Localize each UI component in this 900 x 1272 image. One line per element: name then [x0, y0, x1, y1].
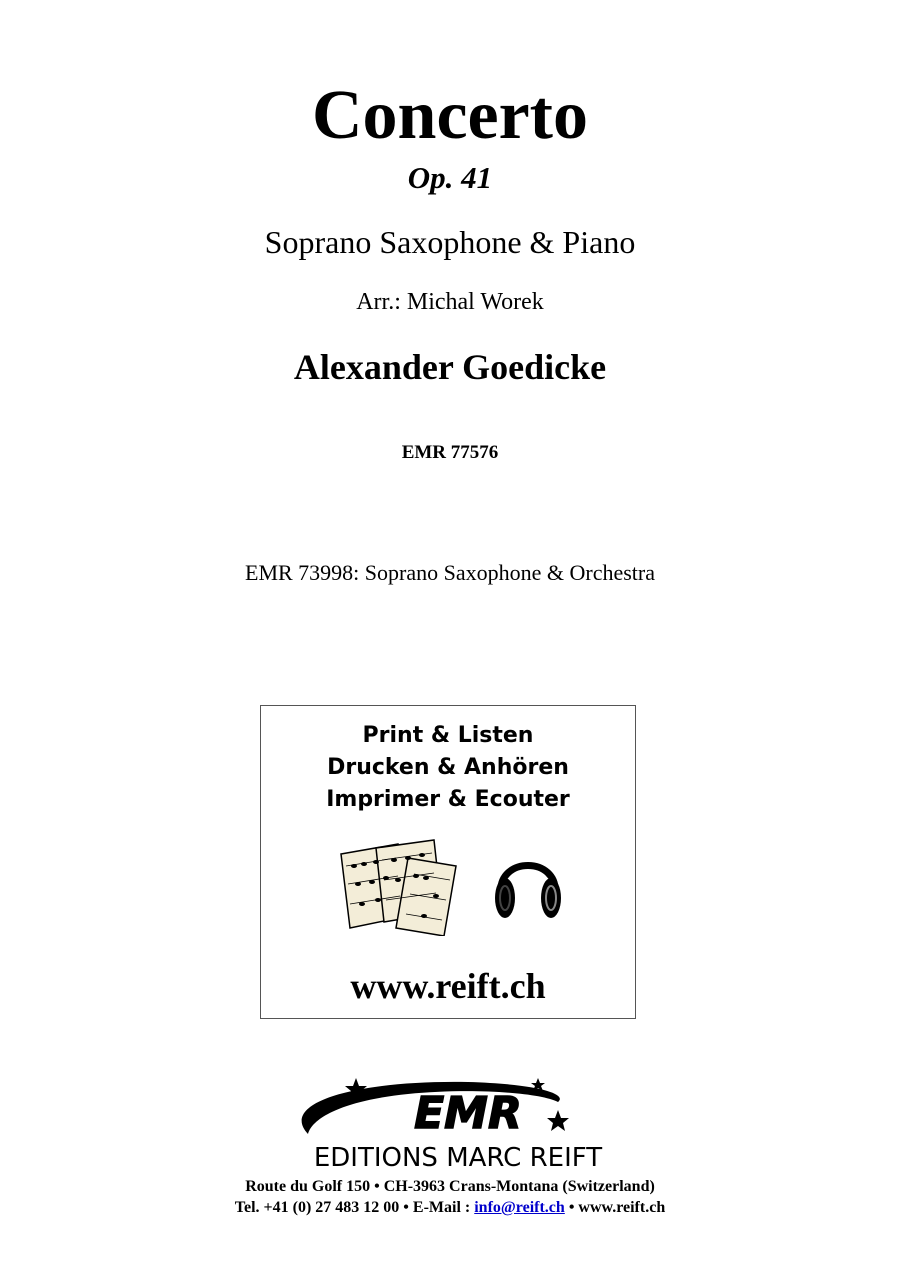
headphones-icon [493, 846, 563, 926]
email-link[interactable]: info@reift.ch [474, 1199, 565, 1216]
title: Concerto [311, 77, 588, 154]
promo-line-german: Drucken & Anhören [327, 755, 569, 780]
promo-website: www.reift.ch [350, 966, 546, 1006]
instrumentation: Soprano Saxophone & Piano [264, 224, 636, 260]
publisher-address: Route du Golf 150 • CH-3963 Crans-Montana (Switzerland) [245, 1178, 655, 1195]
composer: Alexander Goedicke [293, 347, 607, 387]
promo-line-french: Imprimer & Ecouter [326, 787, 570, 812]
logo-letters: EMR [414, 1088, 522, 1139]
opus-number: Op. 41 [407, 160, 493, 195]
contact-phone: Tel. +41 (0) 27 483 12 00 • E-Mail : [234, 1199, 475, 1216]
publisher-contact [0, 1197, 900, 1219]
emr-logo [238, 1072, 678, 1172]
sheet-music-icon [336, 836, 466, 936]
logo-name: EDITIONS MARC REIFT [313, 1143, 603, 1172]
print-listen-box [260, 705, 636, 1019]
arranger: Arr.: Michal Worek [356, 289, 544, 315]
alternate-edition: EMR 73998: Soprano Saxophone & Orchestra [245, 560, 655, 585]
promo-line-english: Print & Listen [362, 723, 534, 748]
contact-website: • www.reift.ch [564, 1199, 666, 1216]
catalog-number: EMR 77576 [401, 442, 499, 463]
